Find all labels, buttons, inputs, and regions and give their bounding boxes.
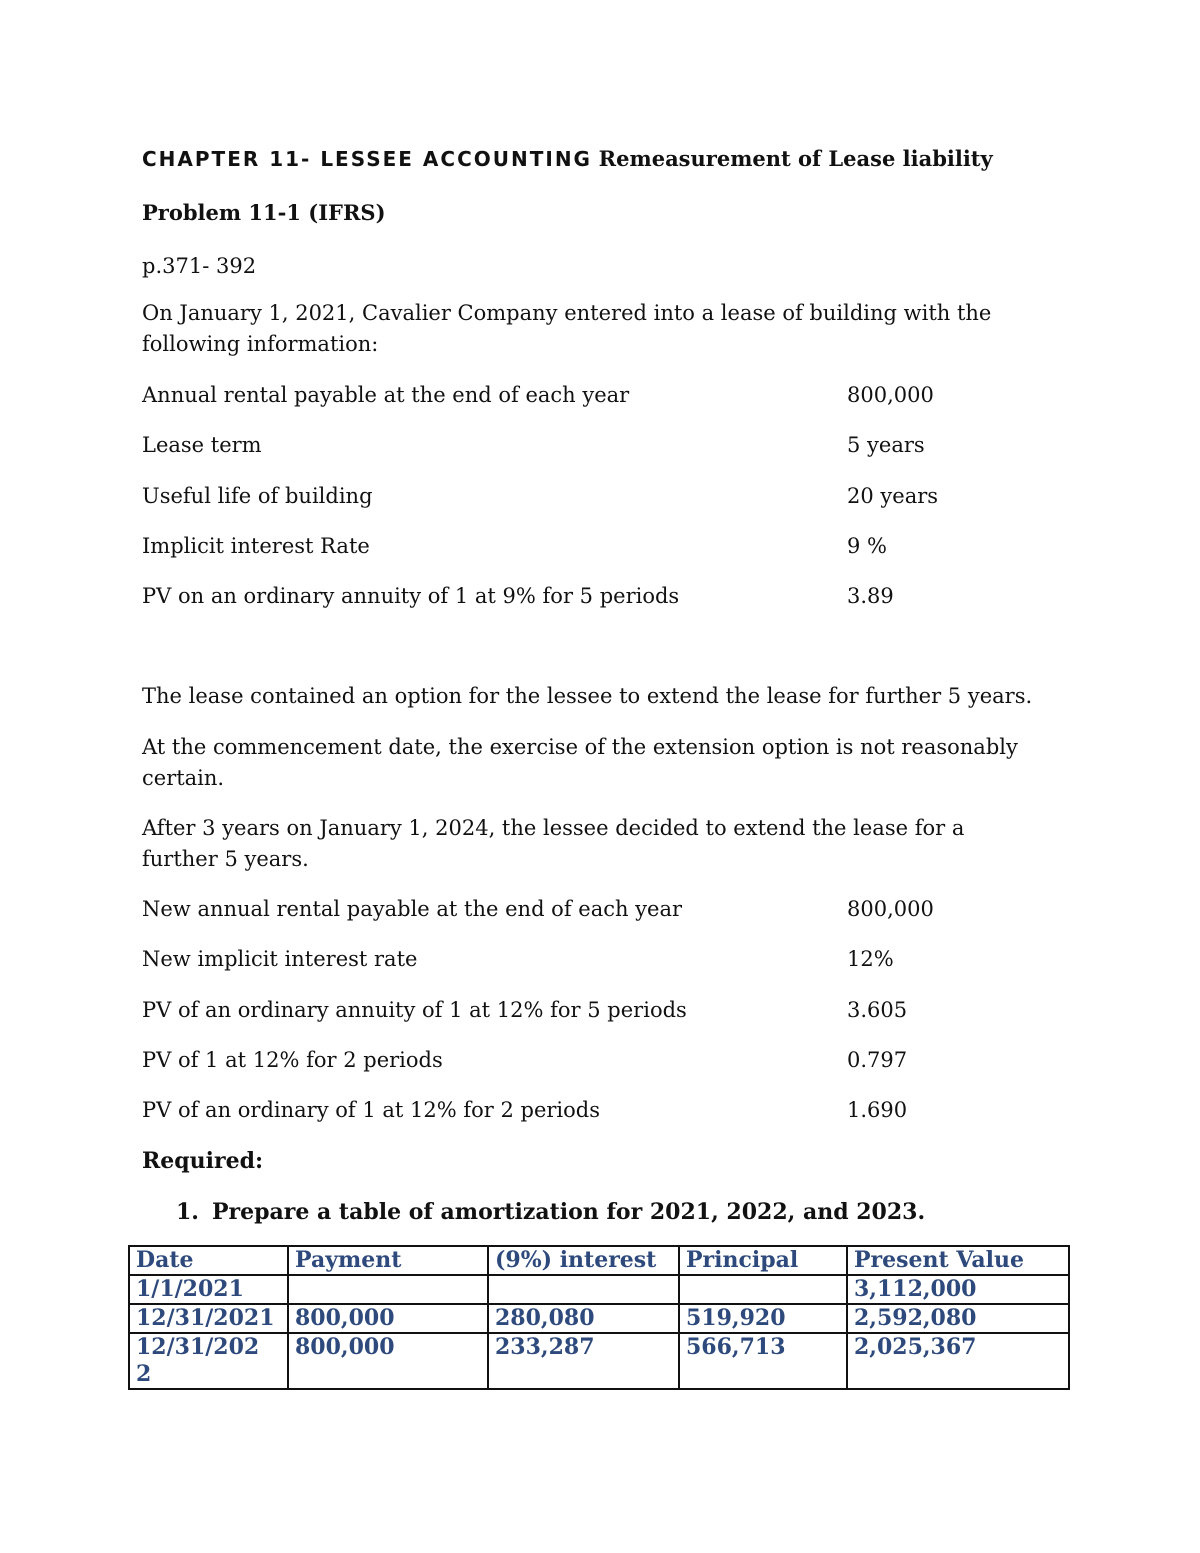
cell-present-value: 3,112,000 — [847, 1275, 1069, 1304]
cell-interest — [488, 1275, 679, 1304]
cell-date-part: 12/31/202 — [136, 1334, 260, 1360]
requirement-text: Prepare a table of amortization for 2021, 2022, and 2023. — [212, 1199, 926, 1225]
fact-label: Lease term — [142, 433, 262, 457]
cell-date — [129, 1333, 288, 1389]
fact-row — [142, 944, 1042, 974]
fact-value: 1.690 — [847, 1098, 908, 1122]
fact-label: Implicit interest Rate — [142, 534, 370, 558]
cell-present-value: 2,025,367 — [847, 1333, 1069, 1389]
fact-value: 3.89 — [847, 584, 894, 608]
fact-label: New annual rental payable at the end of each year — [142, 897, 683, 921]
fact-row — [142, 380, 1042, 410]
fact-value: 12% — [847, 947, 894, 971]
fact-value: 800,000 — [847, 897, 934, 921]
paragraph-extension-option: The lease contained an option for the lessee to extend the lease for further 5 years. — [142, 684, 1033, 708]
cell-date: 12/31/2021 — [129, 1304, 288, 1333]
fact-value: 20 years — [847, 484, 939, 508]
fact-row — [142, 1045, 1042, 1075]
cell-payment: 800,000 — [288, 1304, 488, 1333]
cell-date: 1/1/2021 — [129, 1275, 288, 1304]
fact-row — [142, 481, 1042, 511]
fact-value: 0.797 — [847, 1048, 908, 1072]
fact-value: 5 years — [847, 433, 925, 457]
table-row — [129, 1304, 1069, 1333]
fact-row — [142, 1095, 1042, 1125]
fact-label: Useful life of building — [142, 484, 373, 508]
cell-principal: 519,920 — [679, 1304, 847, 1333]
page-reference: p.371- 392 — [142, 254, 257, 278]
chapter-title: CHAPTER 11- LESSEE ACCOUNTING — [142, 147, 592, 171]
fact-row — [142, 995, 1042, 1025]
fact-row — [142, 894, 1042, 924]
amortization-table — [128, 1245, 1070, 1390]
table-row — [129, 1275, 1069, 1304]
fact-row — [142, 430, 1042, 460]
cell-interest: 280,080 — [488, 1304, 679, 1333]
fact-row — [142, 581, 1042, 611]
fact-value: 3.605 — [847, 998, 908, 1022]
cell-principal — [679, 1275, 847, 1304]
paragraph-commencement: At the commencement date, the exercise of the extension option is not reasonably certain. — [142, 735, 1018, 790]
cell-interest: 233,287 — [488, 1333, 679, 1389]
table-row — [129, 1333, 1069, 1389]
fact-row — [142, 531, 1042, 561]
column-header-date: Date — [129, 1246, 288, 1275]
cell-principal: 566,713 — [679, 1333, 847, 1389]
column-header-present-value: Present Value — [847, 1246, 1069, 1275]
fact-label: PV of 1 at 12% for 2 periods — [142, 1048, 443, 1072]
intro-paragraph: On January 1, 2021, Cavalier Company entered into a lease of building with the following information: — [142, 301, 992, 356]
requirement-item — [176, 1197, 925, 1227]
fact-value: 9 % — [847, 534, 887, 558]
column-header-payment: Payment — [288, 1246, 488, 1275]
column-header-principal: Principal — [679, 1246, 847, 1275]
chapter-heading — [142, 144, 993, 174]
column-header-interest: (9%) interest — [488, 1246, 679, 1275]
cell-date-part: 2 — [136, 1361, 152, 1387]
fact-label: PV of an ordinary of 1 at 12% for 2 periods — [142, 1098, 601, 1122]
cell-payment: 800,000 — [288, 1333, 488, 1389]
fact-label: PV of an ordinary annuity of 1 at 12% for 5 periods — [142, 998, 687, 1022]
table-header-row — [129, 1246, 1069, 1275]
requirement-number: 1. — [176, 1199, 199, 1225]
fact-label: PV on an ordinary annuity of 1 at 9% for 5 periods — [142, 584, 680, 608]
problem-title: Problem 11-1 (IFRS) — [142, 200, 386, 225]
cell-payment — [288, 1275, 488, 1304]
fact-value: 800,000 — [847, 383, 934, 407]
chapter-subtitle: Remeasurement of Lease liability — [598, 146, 993, 171]
required-label: Required: — [142, 1148, 264, 1174]
fact-label: Annual rental payable at the end of each year — [142, 383, 630, 407]
cell-present-value: 2,592,080 — [847, 1304, 1069, 1333]
paragraph-extension-decision: After 3 years on January 1, 2024, the lessee decided to extend the lease for a further 5 years. — [142, 816, 965, 871]
fact-label: New implicit interest rate — [142, 947, 418, 971]
